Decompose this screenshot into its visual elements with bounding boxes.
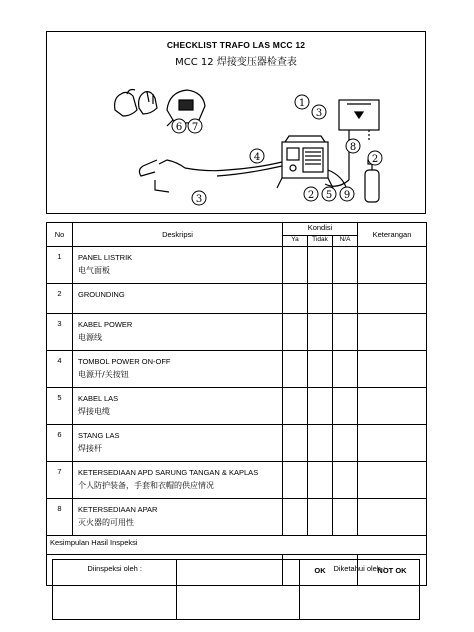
ya-cell[interactable] [283, 284, 308, 314]
svg-text:2: 2 [371, 154, 379, 165]
item-number: 6 [47, 425, 73, 462]
svg-text:7: 7 [191, 122, 199, 133]
acknowledged-by-cell[interactable] [300, 560, 419, 619]
na-cell[interactable] [333, 351, 358, 388]
svg-text:4: 4 [253, 152, 261, 163]
tidak-cell[interactable] [308, 284, 333, 314]
welding-transformer-diagram [107, 80, 407, 210]
title: CHECKLIST TRAFO LAS MCC 12 [166, 40, 306, 50]
svg-text:6: 6 [175, 122, 183, 133]
item-label: GROUNDING [78, 290, 125, 299]
svg-text:3: 3 [315, 108, 323, 119]
item-description [73, 284, 283, 314]
item-description [73, 388, 283, 425]
item-number: 5 [47, 388, 73, 425]
item-number: 8 [47, 499, 73, 536]
keterangan-cell[interactable] [358, 314, 427, 351]
not-ok-option[interactable]: NOT OK [358, 555, 427, 586]
keterangan-cell[interactable] [358, 388, 427, 425]
inspected-by-cell[interactable] [53, 560, 177, 619]
svg-text:1: 1 [298, 98, 306, 109]
table-row [47, 388, 427, 425]
item-label: KETERSEDIAAN APAR [78, 505, 158, 514]
ya-cell[interactable] [283, 314, 308, 351]
keterangan-cell[interactable] [358, 284, 427, 314]
keterangan-cell[interactable] [358, 351, 427, 388]
item-number: 7 [47, 462, 73, 499]
ya-cell[interactable] [283, 499, 308, 536]
na-cell[interactable] [333, 425, 358, 462]
keterangan-cell[interactable] [358, 499, 427, 536]
ok-option[interactable]: OK [283, 555, 358, 586]
item-label-chinese: 电气面板 [78, 266, 110, 275]
inspection-table [46, 222, 427, 586]
table-row [47, 351, 427, 388]
item-label-chinese: 电源线 [78, 333, 102, 342]
kesimpulan-label: Kesimpulan Hasil Inspeksi [47, 536, 427, 555]
header-kondisi: Kondisi [283, 223, 358, 236]
keterangan-cell[interactable] [358, 425, 427, 462]
na-cell[interactable] [333, 499, 358, 536]
item-number: 4 [47, 351, 73, 388]
item-description [73, 247, 283, 284]
kesimpulan-row [47, 536, 427, 555]
tidak-cell[interactable] [308, 388, 333, 425]
table-row [47, 247, 427, 284]
keterangan-cell[interactable] [358, 462, 427, 499]
inspected-by-label: Diinspeksi oleh : [87, 564, 142, 573]
item-description [73, 425, 283, 462]
svg-text:3: 3 [195, 194, 203, 205]
item-label-chinese: 灭火器的可用性 [78, 518, 134, 527]
tidak-cell[interactable] [308, 247, 333, 284]
svg-text:2: 2 [307, 190, 315, 201]
na-cell[interactable] [333, 462, 358, 499]
acknowledged-by-label: Diketahui oleh : [333, 564, 386, 573]
item-label-chinese: 电源开/关按钮 [78, 370, 129, 379]
table-row [47, 425, 427, 462]
item-description [73, 351, 283, 388]
na-cell[interactable] [333, 284, 358, 314]
item-label: PANEL LISTRIK [78, 253, 133, 262]
tidak-cell[interactable] [308, 425, 333, 462]
item-number: 3 [47, 314, 73, 351]
item-label-chinese: 个人防护装备，手套和衣帽的供应情况 [78, 481, 214, 490]
item-label: KETERSEDIAAN APD SARUNG TANGAN & KAPLAS [78, 468, 259, 477]
tidak-cell[interactable] [308, 462, 333, 499]
header-keterangan: Keterangan [358, 223, 427, 247]
item-label: KABEL POWER [78, 320, 133, 329]
item-number: 1 [47, 247, 73, 284]
gas-cylinder-illustration [365, 160, 379, 202]
tidak-cell[interactable] [308, 351, 333, 388]
ya-cell[interactable] [283, 388, 308, 425]
item-number: 2 [47, 284, 73, 314]
item-description [73, 499, 283, 536]
title-chinese: MCC 12 焊接变压器检查表 [175, 57, 297, 68]
item-description [73, 314, 283, 351]
keterangan-cell[interactable] [358, 247, 427, 284]
ya-cell[interactable] [283, 247, 308, 284]
tidak-cell[interactable] [308, 499, 333, 536]
item-label: KABEL LAS [78, 394, 119, 403]
item-label-chinese: 焊接电缆 [78, 407, 110, 416]
inspected-by-signature-cell[interactable] [177, 560, 299, 619]
na-cell[interactable] [333, 247, 358, 284]
table-row [47, 314, 427, 351]
tidak-cell[interactable] [308, 314, 333, 351]
svg-text:9: 9 [343, 190, 351, 201]
transformer-illustration [277, 136, 333, 188]
header-no: No [47, 223, 73, 247]
item-label: TOMBOL POWER ON-OFF [78, 357, 171, 366]
item-label-chinese: 焊接杆 [78, 444, 102, 453]
ya-cell[interactable] [283, 425, 308, 462]
header-box [46, 31, 426, 214]
table-row [47, 499, 427, 536]
ya-cell[interactable] [283, 462, 308, 499]
gloves-illustration [115, 90, 157, 117]
signature-box [52, 559, 420, 620]
svg-text:5: 5 [325, 190, 333, 201]
item-label: STANG LAS [78, 431, 120, 440]
svg-text:8: 8 [349, 142, 357, 153]
table-row [47, 284, 427, 314]
header-tidak: Tidak [308, 236, 333, 247]
ya-cell[interactable] [283, 351, 308, 388]
number-callouts [172, 95, 382, 205]
header-ya: Ya [283, 236, 308, 247]
na-cell[interactable] [333, 388, 358, 425]
header-na: N/A [333, 236, 358, 247]
item-description [73, 462, 283, 499]
table-row [47, 462, 427, 499]
na-cell[interactable] [333, 314, 358, 351]
header-deskripsi: Deskripsi [73, 223, 283, 247]
